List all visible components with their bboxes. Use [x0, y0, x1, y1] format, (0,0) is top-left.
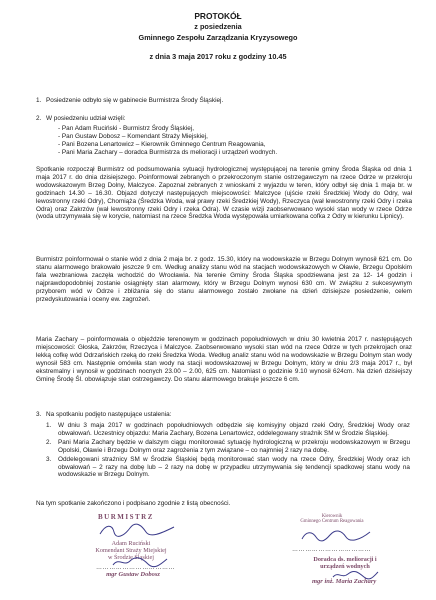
meeting-date: z dnia 3 maja 2017 roku z godziny 10.45 — [149, 52, 287, 61]
participant-item: - Pani Bozena Lenartowicz – Kierownik Gminnego Centrum Reagowania, — [58, 141, 266, 148]
signature-line-left: ……………………………… — [96, 565, 176, 571]
mayor-signature — [96, 522, 178, 538]
mayor-stamp-title: BURMISTRZ — [98, 513, 154, 521]
point-3-number: 3. — [36, 411, 42, 418]
decision-item: 2. Pani Maria Zachary będzie w dalszym ciągu monitorować sytuację hydrologiczną w przekroju wodowskazowym w Brzegu Opolski, Oławie i Brzegu Dolnym oraz zagrożenia z tym związane – co najmniej 2 razy na dobę. — [46, 438, 410, 454]
participant-item: - Pani Maria Zachary – doradca Burmistrza ds melioracji i urządzeń wodnych. — [58, 149, 278, 156]
paragraph-water-level-report: Burmistrz poinformował o stanie wód z dnia 2 maja br. z godz. 15.30, który na wodowskazie w Brzegu Dolnym wynosił 621 cm. Do stanu alarmowego brakowało jeszcze 9 cm. Według analizy stanu wód na stacjach wodowskazowych w Oławie, Brzegu Opolskim fala wezbraniowa zaczęła wchodzić do Wrocławia. Na terenie Gminy Środa Śląska spodziewana jest za 12- 14 godzin i najprawdopodobniej zostanie osiągnięty stan alarmowy, który w Brzegu Dolnym wynosi 630 cm. W związku z sukcesywnym przyborem wód w Odrze i zbliżania się do stanu alarmowego zostało zwołane na dzień dzisiejsze posiedzenie, celem przedyskutowania i oceny ew. zagrożeń. — [36, 256, 412, 303]
decisions-intro: Na spotkaniu podjęto następujące ustalenia: — [46, 411, 172, 418]
decision-item: 3. Oddelegowani strażnicy SM w Środzie Śląskiej będą monitorować stan wody na rzece Odry, Średzkiej Wody oraz ich obwałowań – 2 razy na dobę lub – 2 razy na dobę w przypadku utrzymywania się tendencji spadkowej stanu wody na wodowskazie w Brzegu Dolnym. — [46, 455, 410, 479]
signature-line-right: ……………………………… — [292, 547, 372, 553]
document-subtitle: z posiedzenia — [194, 22, 242, 31]
crisis-center-stamp: Kierownik Gminnego Centrum Reagowania — [300, 514, 364, 525]
decision-item: 1. W dniu 3 maja 2017 w godzinach popołudniowych odbędzie się komisyjny objazd rzeki Odry, Średzkiej Wody oraz obwałowań. Uczestnicy objazdu: Maria Zachary, Bozena Lenartowicz, oddelegowany strażnik SM w Środzie Śląskiej. — [46, 422, 410, 437]
closing-sentence: Na tym spotkanie zakończono i podpisano zgodnie z listą obecności. — [36, 500, 231, 507]
participants-intro: W posiedzeniu udział wzięli: — [46, 115, 126, 122]
committee-name: Gminnego Zespołu Zarządzania Kryzysowego — [138, 33, 298, 42]
participant-item: - Pan Adam Ruciński - Burmistrz Środy Śląskiej, — [58, 125, 195, 132]
commander-signature — [110, 556, 170, 568]
crisis-center-signature — [298, 528, 374, 544]
mayor-stamp-text: Adam Ruciński Komendant Straży Miejskiej w Środzie Śląskiej — [95, 540, 167, 561]
participant-item: - Pan Gustaw Dobosz – Komendant Straży Miejskiej, — [58, 133, 208, 140]
decisions-list — [42, 422, 410, 480]
paragraph-situation-summary: Spotkanie rozpoczął Burmistrz od podsumowania sytuacji hydrologicznej występującej na terenie gminy Środa Śląska od dnia 1 maja 2017 r. do dnia dzisiejszego. Poinformował zebranych o przekroczonym stanie ostrzegawczym na rzece Odrze w przekroju wodowskazowym Brzeg Dolny, Malczyce. Zapoznał zebranych z wnioskami z wyjazdu w teren, który odbył się dnia 1 maja br. w godzinach 14.30 – 16.30. Objazd dotyczył następujących miejscowości: Malczyce (ujście rzeki Średzkiej Wody do Odry, wał lewostronny rzeki Odry), Chomiąża (Średzka Woda, wał prawy rzeki Średzkiej Wody), Rzeczyca (wał lewostronny rzeki Odry i rzeka Odra) oraz Zakrzów (wał lewostronny rzeki Odry i rzeka Odra). W czasie wizji zaobserwowano wysoki stan wody w rzece Odrze (woda utrzymywała się w korycie, natomiast na rzece Średzka Woda występowała umiarkowana cofka z Odry w kierunku Lipnicy). — [36, 166, 412, 221]
advisor-stamp-text: Doradca ds. melioracji i urządzeń wodnych — [313, 556, 377, 570]
document-title: PROTOKÓŁ — [194, 11, 242, 21]
point-2-number: 2. — [36, 115, 42, 122]
commander-signed-name: mgr Gustaw Dobosz — [106, 571, 160, 578]
point-1-text: Posiedzenie odbyło się w gabinecie Burmistrza Środy Śląskiej. — [46, 97, 224, 104]
advisor-signed-name: mgr inż. Maria Zachary — [312, 578, 377, 585]
point-1-number: 1. — [36, 97, 42, 104]
paragraph-field-inspection: Maria Zachary – poinformowała o objeździe terenowym w godzinach popołudniowych w dniu 30 kwietnia 2017 r. następujących miejscowości: Głoska, Zakrzów, Rzeczyca i Malczyce. Zaobserwowano wysoki stan wód na rzece Odrze w tych przekrojach oraz lekką cofkę wód Odrzańskich rzeką do rzeki Średzka Woda. Według analiz stanu wód na wodowskazie w Brzegu Dolnym stan wody wynosił 583 cm. Następnie omówiła stan wody na stacji wodowskazowej w Brzegu Dolnym, który w dniu 2/3 maja 2017 r., był ekstremalny i wynosił w godzinach nocnych 23.00 – 2.00, 625 cm. Natomiast o godzinie 9.10 wynosił 624cm. Na dzień dzisiejszy Gminę Środę Śl. obowiązuje stan ostrzegawczy. Do stanu alarmowego brakuje jeszcze 6 cm. — [36, 336, 412, 383]
